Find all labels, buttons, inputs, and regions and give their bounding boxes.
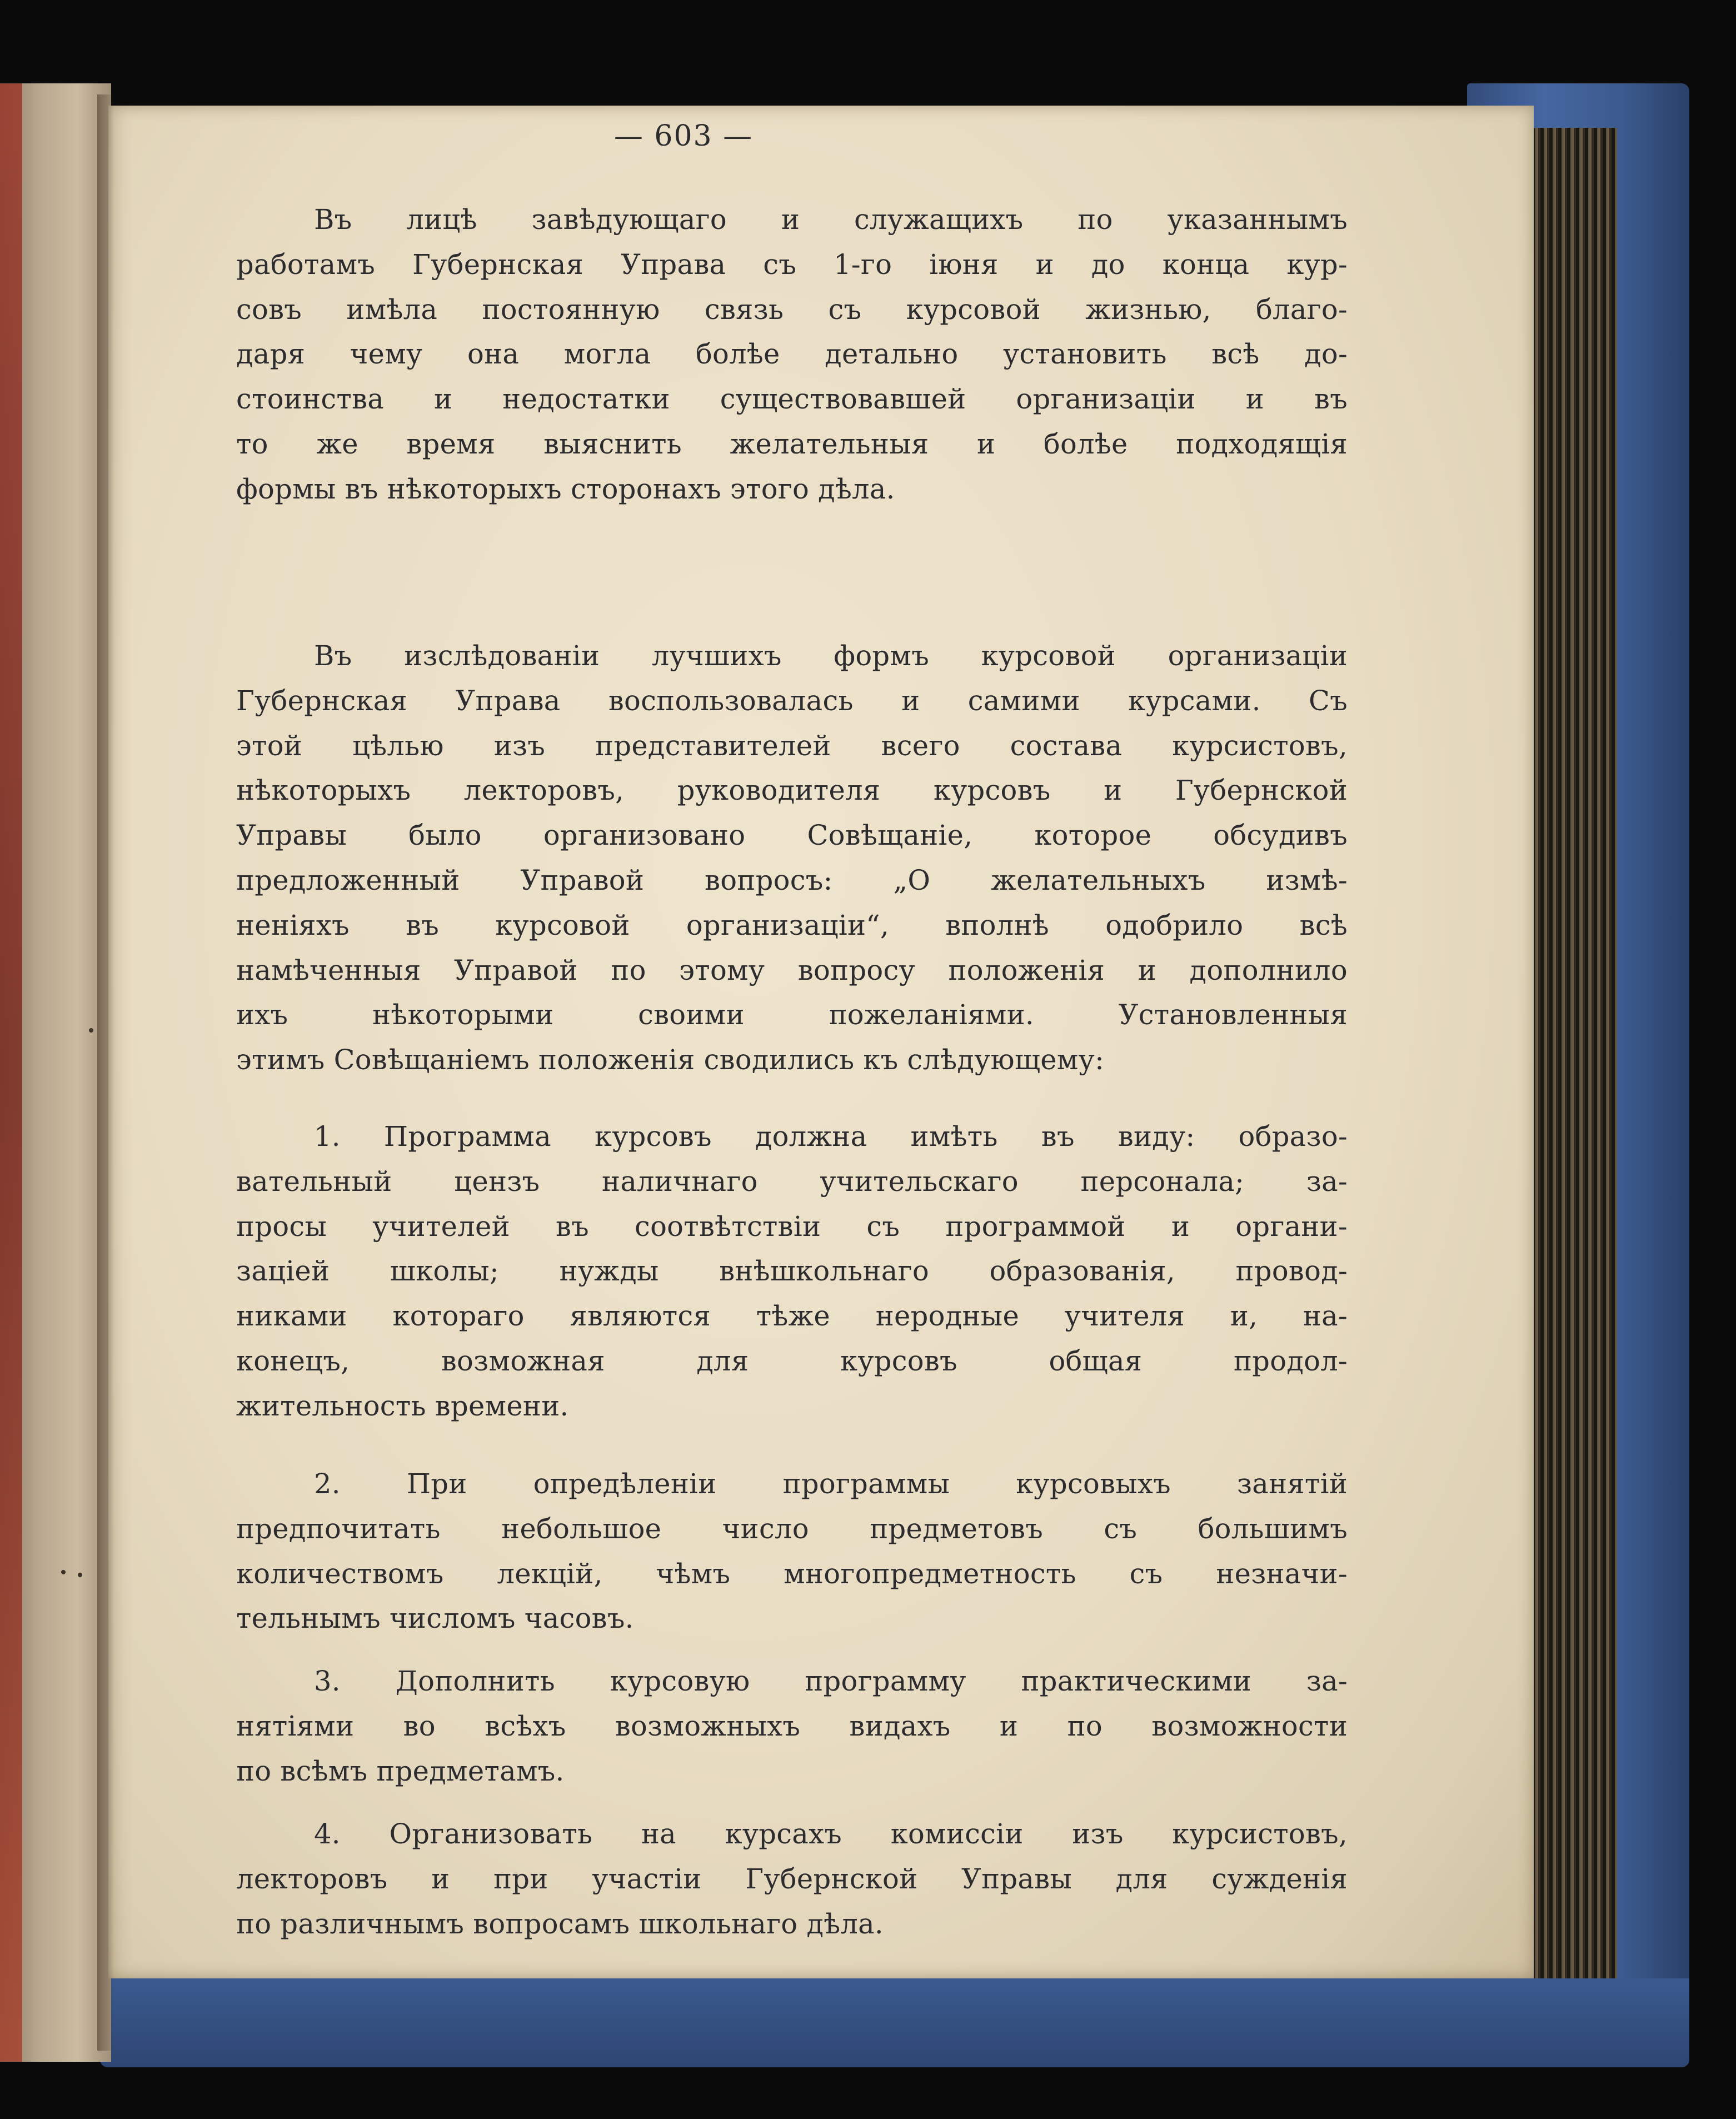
text-line: Въ изслѣдованіи лучшихъ формъ курсовой организаціи [314,640,1348,672]
paragraph-2 [236,634,1348,1083]
book-page [108,106,1534,1978]
text-line: Управы было организовано Совѣщаніе, которое обсудивъ [236,819,1348,852]
text-line: то же время выяснить желательныя и болѣе подходящія [236,427,1348,460]
text-line: 2. При опредѣленіи программы курсовыхъ занятій [314,1468,1348,1500]
page-gutter-shadow [97,94,114,2051]
text-line: даря чему она могла болѣе детально установить всѣ до- [236,338,1348,371]
paragraph-1 [236,197,1348,512]
text-line: 1. Программа курсовъ должна имѣть въ виду: образо- [314,1120,1348,1153]
text-line: 4. Организовать на курсахъ комиссіи изъ курсистовъ, [314,1818,1348,1850]
page-stack-edges [1523,128,1617,1978]
text-line: жительность времени. [236,1389,569,1422]
text-line: тельнымъ числомъ часовъ. [236,1602,634,1635]
book-cover-bottom-edge [100,1978,1689,2067]
text-line: работамъ Губернская Управа съ 1-го іюня и до конца кур- [236,248,1348,281]
text-line: совъ имѣла постоянную связь съ курсовой жизнью, благо- [236,293,1348,326]
text-line: количествомъ лекцій, чѣмъ многопредметность съ незначи- [236,1557,1348,1590]
text-line: стоинства и недостатки существовавшей организаціи и въ [236,383,1348,416]
text-line: ихъ нѣкоторыми своими пожеланіями. Установленныя [236,999,1348,1031]
text-line: просы учителей въ соотвѣтствіи съ программой и органи- [236,1210,1348,1243]
paper-speck [89,1028,93,1033]
paragraph-item-3 [236,1659,1348,1793]
text-line: по всѣмъ предметамъ. [236,1754,565,1787]
text-line: нѣкоторыхъ лекторовъ, руководителя курсовъ и Губернской [236,774,1348,807]
paragraph-item-4 [236,1812,1348,1946]
text-line: нятіями во всѣхъ возможныхъ видахъ и по возможности [236,1709,1348,1742]
paper-speck [78,1573,82,1577]
text-line: неніяхъ въ курсовой организаціи“, вполнѣ одобрило всѣ [236,909,1348,941]
text-line: вательный цензъ наличнаго учительскаго персонала; за- [236,1165,1348,1198]
text-line: лекторовъ и при участіи Губернской Управы для сужденія [236,1862,1348,1895]
text-line: по различнымъ вопросамъ школьнаго дѣла. [236,1907,884,1940]
text-line: заціей школы; нужды внѣшкольнаго образованія, провод- [236,1255,1348,1288]
text-line: конецъ, возможная для курсовъ общая продол- [236,1344,1348,1377]
text-line: намѣченныя Управой по этому вопросу положенія и дополнило [236,954,1348,986]
text-line: этимъ Совѣщаніемъ положенія сводились къ слѣдующему: [236,1044,1105,1076]
text-line: 3. Дополнить курсовую программу практическими за- [314,1665,1348,1697]
text-line: Губернская Управа воспользовалась и самими курсами. Съ [236,684,1348,717]
page-number: — 603 — [613,119,754,153]
text-line: этой цѣлью изъ представителей всего состава курсистовъ, [236,729,1348,762]
text-line: Въ лицѣ завѣдующаго и служащихъ по указаннымъ [314,203,1348,236]
text-line: предпочитать небольшое число предметовъ съ большимъ [236,1512,1348,1545]
text-line: формы въ нѣкоторыхъ сторонахъ этого дѣла. [236,472,895,505]
paragraph-item-2 [236,1462,1348,1641]
paper-speck [61,1570,66,1574]
text-line: предложенный Управой вопросъ: „О желательныхъ измѣ- [236,864,1348,896]
red-page-edge [0,83,22,2062]
text-line: никами котораго являются тѣже неродные учителя и, на- [236,1300,1348,1333]
paragraph-item-1 [236,1114,1348,1429]
